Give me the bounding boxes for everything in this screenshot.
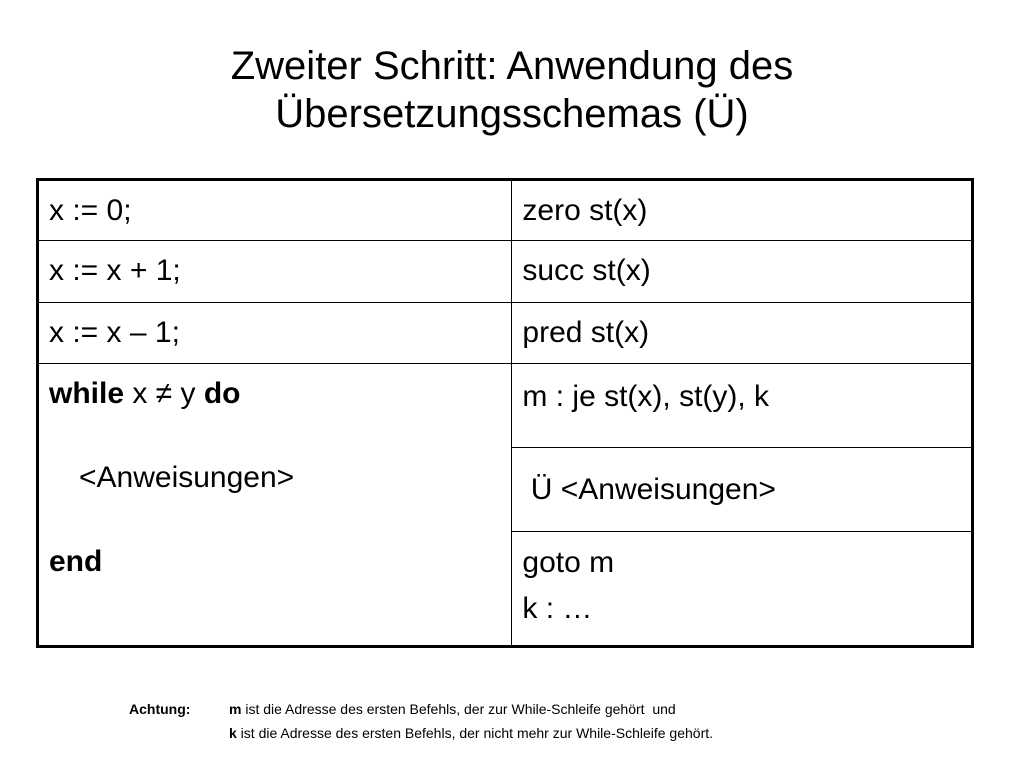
while-body: <Anweisungen> bbox=[79, 460, 295, 494]
table-cell-target: Ü <Anweisungen> bbox=[512, 448, 973, 532]
while-end-line bbox=[49, 546, 501, 630]
translation-schema-table bbox=[36, 178, 974, 648]
footnote-var-k: k bbox=[229, 725, 237, 741]
table-row bbox=[38, 180, 973, 241]
slide-title bbox=[0, 42, 1024, 138]
label-k-line: k : … bbox=[522, 592, 593, 626]
table-cell-source: x := 0; bbox=[38, 180, 512, 241]
table-row bbox=[38, 241, 973, 302]
footnote-var-m: m bbox=[229, 701, 242, 717]
table-cell-source: x := x + 1; bbox=[38, 241, 512, 302]
table-cell-target: zero st(x) bbox=[512, 180, 973, 241]
table-cell-target: succ st(x) bbox=[512, 241, 973, 302]
footnote-text-2: ist die Adresse des ersten Befehls, der nicht mehr zur While-Schleife gehört. bbox=[236, 725, 714, 741]
table-cell-source: x := x – 1; bbox=[38, 302, 512, 363]
while-header-line bbox=[49, 378, 501, 462]
footnote-line-1 bbox=[229, 697, 713, 721]
table-row bbox=[38, 302, 973, 363]
table-cell-target: m : je st(x), st(y), k bbox=[512, 363, 973, 447]
table-cell-target bbox=[512, 532, 973, 647]
goto-line: goto m bbox=[522, 546, 615, 580]
footnote-lines bbox=[229, 697, 713, 745]
keyword-do: do bbox=[203, 376, 241, 410]
title-line-2: Übersetzungsschemas (Ü) bbox=[275, 92, 749, 136]
while-loop-source-cell bbox=[38, 363, 512, 646]
table-row bbox=[38, 363, 973, 447]
while-body-line bbox=[49, 462, 501, 546]
keyword-while: while bbox=[49, 376, 125, 410]
table-cell-target: pred st(x) bbox=[512, 302, 973, 363]
keyword-end: end bbox=[49, 544, 103, 578]
footnote-text-1: ist die Adresse des ersten Befehls, der zur While-Schleife gehört und bbox=[241, 701, 676, 717]
footnote-line-2 bbox=[229, 721, 713, 745]
title-line-1: Zweiter Schritt: Anwendung des bbox=[230, 44, 794, 88]
while-condition: x ≠ y bbox=[124, 376, 204, 410]
footnote-label: Achtung: bbox=[129, 701, 191, 717]
